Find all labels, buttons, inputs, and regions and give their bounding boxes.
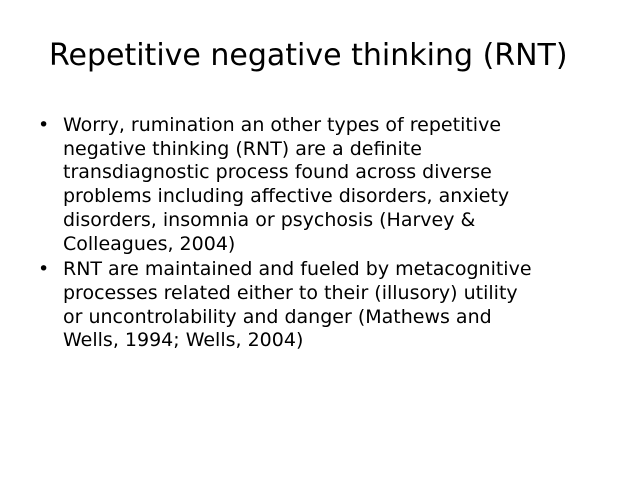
bullet-line: transdiagnostic process found across diverse: [63, 161, 492, 184]
bullet-line: Wells, 1994; Wells, 2004): [63, 329, 304, 352]
slide-title: Repetitive negative thinking (RNT): [49, 38, 568, 73]
bullet-line: problems including affective disorders, anxiety: [63, 185, 510, 208]
bullet-item: [38, 258, 608, 353]
bullet-item: [38, 114, 608, 256]
bullet-line: RNT are maintained and fueled by metacognitive: [63, 258, 532, 281]
bullet-line: disorders, insomnia or psychosis (Harvey &: [63, 208, 476, 231]
bullet-marker: •: [38, 114, 50, 136]
bullet-line: or uncontrolability and danger (Mathews and: [63, 305, 492, 328]
bullet-line: negative thinking (RNT) are a definite: [63, 137, 422, 160]
bullet-line: Worry, rumination an other types of repetitive: [63, 114, 502, 136]
bullet-marker: •: [38, 258, 50, 281]
bullet-line: Colleagues, 2004): [63, 232, 236, 255]
bullet-list: [38, 114, 608, 355]
bullet-line: processes related either to their (illusory) utility: [63, 281, 518, 304]
